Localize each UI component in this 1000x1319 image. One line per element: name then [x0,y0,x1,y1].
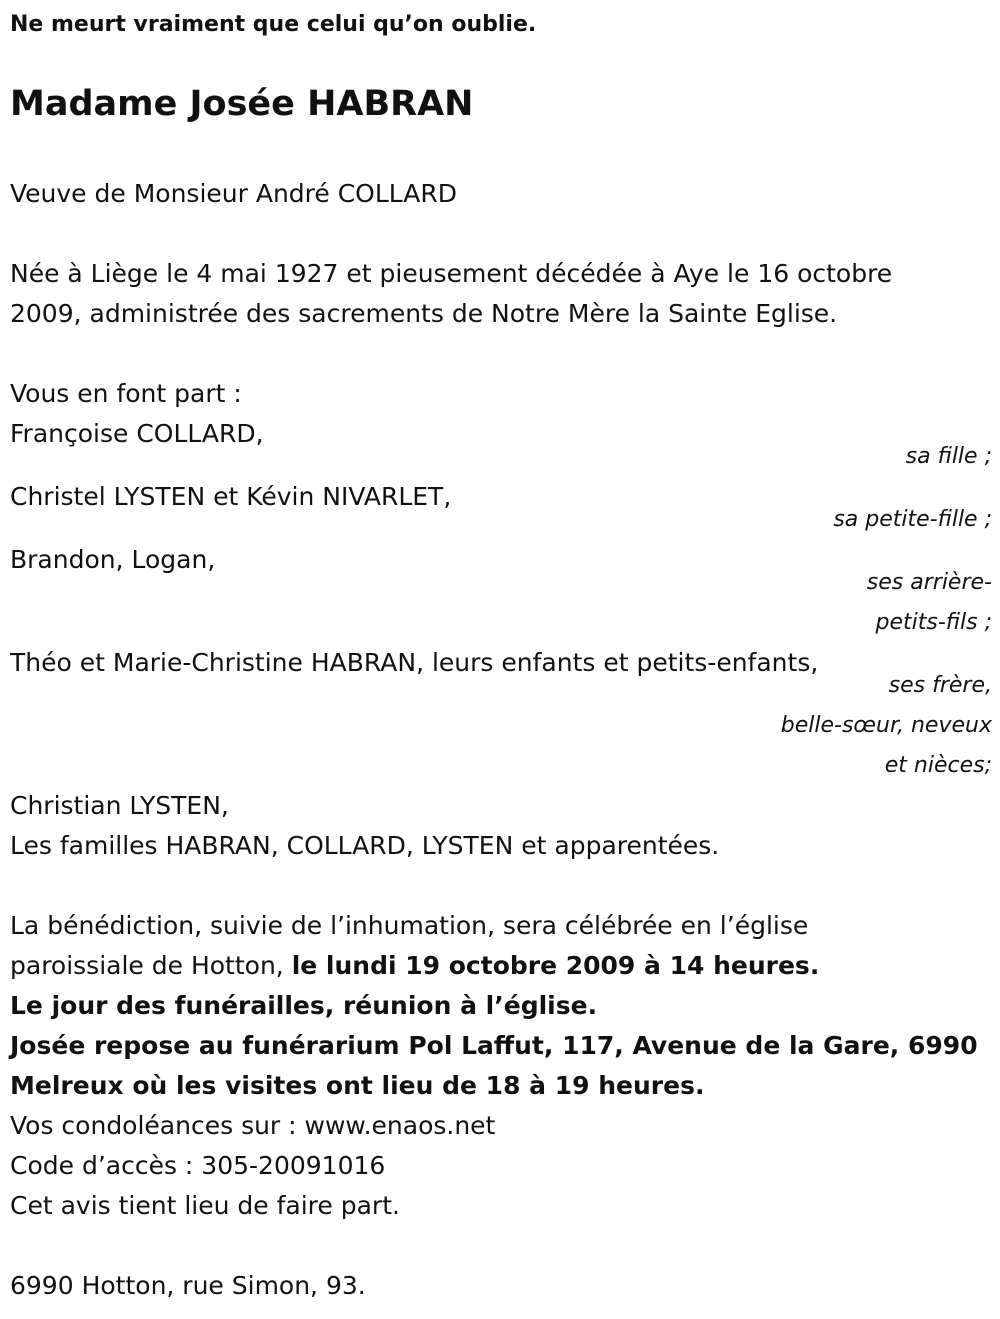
announcement-intro: Vous en font part : [10,379,242,408]
family-address: 6990 Hotton, rue Simon, 93. [10,1271,366,1300]
ceremony-date: le lundi 19 octobre 2009 à 14 heures. [291,951,820,980]
family-names: Françoise COLLARD, [10,419,264,448]
funerarium-line-1: Josée repose au funérarium Pol Laffut, 117, Avenue de la Gare, 6990 [10,1031,978,1060]
access-code: Code d’accès : 305-20091016 [10,1151,386,1180]
ceremony-line-2-plain: paroissiale de Hotton, [10,951,292,980]
family-relation: ses frère, [888,673,992,698]
ceremony-line-1: La bénédiction, suivie de l’inhumation, sera célébrée en l’église [10,911,809,940]
family-names: Brandon, Logan, [10,545,216,574]
birth-death-line-1: Née à Liège le 4 mai 1927 et pieusement décédée à Aye le 16 octobre [10,259,893,288]
family-relation: et nièces; [884,753,992,778]
family-relation: sa fille ; [905,444,992,469]
ceremony-line-2 [10,946,819,986]
family-relation: ses arrière- [866,570,992,595]
birth-death-line-2: 2009, administrée des sacrements de Notre Mère la Sainte Eglise. [10,299,838,328]
family-relation: petits-fils ; [875,610,992,635]
family-names: Les familles HABRAN, COLLARD, LYSTEN et apparentées. [10,831,720,860]
family-relation: sa petite-fille ; [833,507,992,532]
family-names: Christian LYSTEN, [10,791,229,820]
family-relation: belle-sœur, neveux [780,713,992,738]
notice-statement: Cet avis tient lieu de faire part. [10,1191,400,1220]
epigraph: Ne meurt vraiment que celui qu’on oublie. [10,12,537,37]
funeral-meeting: Le jour des funérailles, réunion à l’église. [10,991,598,1020]
widow-of: Veuve de Monsieur André COLLARD [10,179,457,208]
deceased-name: Madame Josée HABRAN [10,84,474,124]
condolences-link: Vos condoléances sur : www.enaos.net [10,1111,496,1140]
family-names: Théo et Marie-Christine HABRAN, leurs enfants et petits-enfants, [10,648,819,677]
funerarium-line-2: Melreux où les visites ont lieu de 18 à 19 heures. [10,1071,705,1100]
family-names: Christel LYSTEN et Kévin NIVARLET, [10,482,452,511]
